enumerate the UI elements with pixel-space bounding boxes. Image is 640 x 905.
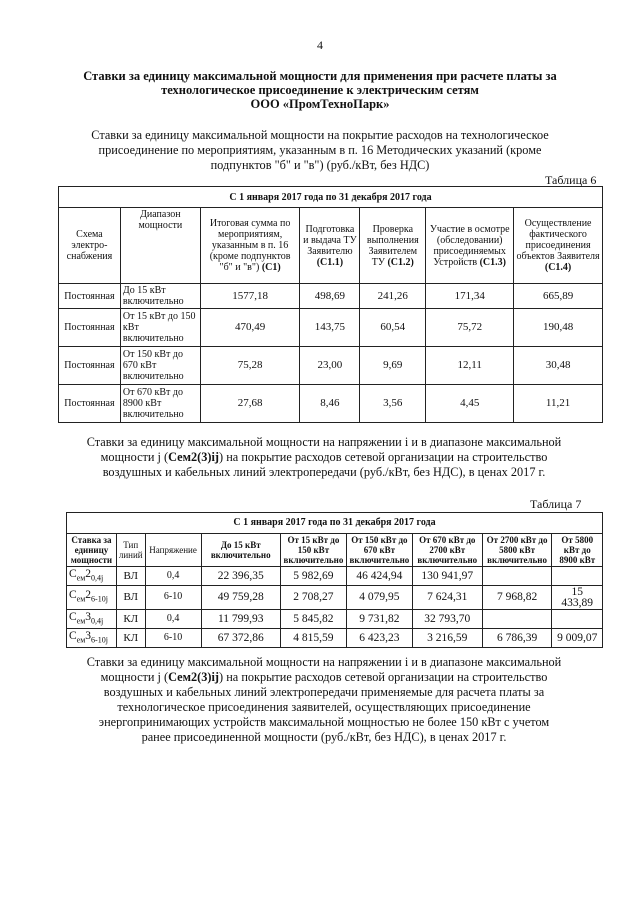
cell-r4: 3 216,59 [412, 629, 482, 648]
cell-r1: 49 759,28 [201, 586, 280, 610]
para3-code: Сем2(3)ij [168, 670, 220, 684]
para3-line-2 [64, 670, 584, 685]
header-voltage: Напряжение [145, 534, 201, 567]
para3-line-3: воздушных и кабельных линий электропередачи применяемые для расчета платы за [103, 685, 545, 699]
cell-r5: 7 968,82 [482, 586, 552, 610]
para2-line-2-pre: мощности j ( [100, 450, 169, 464]
cell-voltage: 0,4 [145, 610, 201, 629]
para1-line-2: присоединение по мероприятиям, указанным в п. 16 Методических указаний (кроме [98, 143, 542, 157]
table-row [59, 347, 603, 385]
heading-line-3: ООО «ПромТехноПарк» [250, 97, 390, 111]
cell-rate [67, 567, 117, 586]
cell-c11: 8,46 [300, 385, 360, 423]
table-row [67, 629, 603, 648]
rate-num: 2 [85, 589, 92, 602]
rate-sub: ем [76, 572, 86, 582]
cell-rate [67, 610, 117, 629]
page-number: 4 [317, 38, 323, 52]
cell-r4: 130 941,97 [412, 567, 482, 586]
cell-r1: 11 799,93 [201, 610, 280, 629]
table-7 [66, 512, 603, 648]
header-r6: От 5800 кВт до 8900 кВт [552, 534, 603, 567]
cell-range: От 15 кВт до 150 кВт включительно [120, 309, 200, 347]
cell-c1: 1577,18 [200, 284, 300, 309]
cell-voltage: 6-10 [145, 629, 201, 648]
rate-idx: 0,4j [91, 615, 104, 625]
rate-idx: 0,4j [91, 572, 104, 582]
table6-header-row [59, 208, 603, 284]
cell-c12: 9,69 [360, 347, 426, 385]
header-c1-code: (С1) [261, 262, 281, 273]
para2-code: Сем2(3)ij [168, 450, 220, 464]
cell-r4: 32 793,70 [412, 610, 482, 629]
cell-c12: 60,54 [360, 309, 426, 347]
header-c1-text: Итоговая сумма по мероприятиям, указанным в п. 16 (кроме подпунктов "б" и "в") [209, 218, 291, 273]
cell-c11: 23,00 [300, 347, 360, 385]
header-r4: От 670 кВт до 2700 кВт включительно [412, 534, 482, 567]
cell-r1: 22 396,35 [201, 567, 280, 586]
header-c13-code: (С1.3) [479, 256, 506, 268]
table7-title: С 1 января 2017 года по 31 декабря 2017 года [67, 513, 603, 534]
para2-line-2-post: ) на покрытие расходов сетевой организации на строительство [219, 450, 548, 464]
rate-main: С [69, 589, 77, 602]
cell-r2: 2 708,27 [280, 586, 346, 610]
document-heading [60, 69, 580, 111]
table7-caption: Таблица 7 [530, 497, 582, 511]
cell-scheme: Постоянная [59, 385, 121, 423]
header-c11-text: Подготовка и выдача ТУ Заявителю [303, 223, 357, 257]
cell-r6 [552, 567, 603, 586]
header-c11 [300, 208, 360, 284]
rate-main: С [69, 629, 77, 642]
rate-num: 2 [85, 567, 92, 580]
para1-line-3: подпунктов "б" и "в") (руб./кВт, без НДС) [210, 158, 430, 172]
cell-c14: 30,48 [514, 347, 603, 385]
header-r1: До 15 кВт включительно [201, 534, 280, 567]
cell-c1: 27,68 [200, 385, 300, 423]
rate-idx: 6-10j [91, 634, 108, 644]
para1-line-1: Ставки за единицу максимальной мощности на покрытие расходов на технологическое [91, 128, 549, 142]
header-c11-code: (С1.1) [316, 256, 344, 268]
cell-range: До 15 кВт включительно [120, 284, 200, 309]
cell-r1: 67 372,86 [201, 629, 280, 648]
table-row [59, 309, 603, 347]
cell-range: От 150 кВт до 670 кВт включительно [120, 347, 200, 385]
cell-c12: 3,56 [360, 385, 426, 423]
header-range: Диапазон мощности [120, 208, 200, 284]
cell-r5: 6 786,39 [482, 629, 552, 648]
table6-title-row [59, 187, 603, 208]
table-6 [58, 186, 603, 423]
cell-scheme: Постоянная [59, 284, 121, 309]
heading-line-1: Ставки за единицу максимальной мощности для применения при расчете платы за [83, 69, 557, 83]
header-c12 [360, 208, 426, 284]
cell-r3: 9 731,82 [346, 610, 412, 629]
cell-rate [67, 629, 117, 648]
cell-r5 [482, 610, 552, 629]
para3-line-5: энергопринимающих устройств максимальной мощностью не более 150 кВт с учетом [98, 715, 550, 729]
table7-header-row [67, 534, 603, 567]
rate-main: С [69, 610, 77, 623]
rate-num: 3 [85, 610, 92, 623]
table7-description [64, 435, 584, 480]
cell-line-type: КЛ [116, 610, 145, 629]
header-c12-code: (С1.2) [387, 256, 414, 268]
cell-voltage: 0,4 [145, 567, 201, 586]
rate-num: 3 [85, 629, 92, 642]
table6-description [70, 128, 570, 173]
cell-r6 [552, 610, 603, 629]
cell-c13: 12,11 [426, 347, 514, 385]
cell-range: От 670 кВт до 8900 кВт включительно [120, 385, 200, 423]
header-scheme: Схема электро- снабжения [59, 208, 121, 284]
cell-c14: 665,89 [514, 284, 603, 309]
cell-scheme: Постоянная [59, 309, 121, 347]
table-row [67, 610, 603, 629]
table8-description [64, 655, 584, 745]
table-row [59, 385, 603, 423]
para3-line-2-post: ) на покрытие расходов сетевой организации на строительство [219, 670, 548, 684]
para3-line-1: Ставки за единицу максимальной мощности на напряжении i и в диапазоне максимальной [86, 655, 562, 669]
header-line-type: Тип линий [116, 534, 145, 567]
header-c1 [200, 208, 300, 284]
rate-sub: ем [76, 615, 86, 625]
rate-sub: ем [76, 594, 86, 604]
cell-line-type: КЛ [116, 629, 145, 648]
table-row [67, 586, 603, 610]
para2-line-3: воздушных и кабельных линий электропередачи (руб./кВт, без НДС), в ценах 2017 г. [102, 465, 546, 479]
cell-r5 [482, 567, 552, 586]
header-c14-text: Осуществление фактического присоединения объектов Заявителя [516, 218, 600, 262]
para3-line-4: технологическое присоединения заявителей, осуществляющих присоединение [117, 700, 531, 714]
rate-sub: ем [76, 634, 86, 644]
para2-line-2 [64, 450, 584, 465]
para3-line-6: ранее присоединенной мощности (руб./кВт, без НДС), в ценах 2017 г. [141, 730, 507, 744]
cell-r6: 9 009,07 [552, 629, 603, 648]
cell-r6: 15 433,89 [552, 586, 603, 610]
table7-title-row [67, 513, 603, 534]
cell-r3: 6 423,23 [346, 629, 412, 648]
cell-scheme: Постоянная [59, 347, 121, 385]
rate-main: С [69, 567, 77, 580]
rate-idx: 6-10j [91, 594, 108, 604]
table-row [67, 567, 603, 586]
header-c13 [426, 208, 514, 284]
cell-c11: 143,75 [300, 309, 360, 347]
cell-r4: 7 624,31 [412, 586, 482, 610]
header-c14 [514, 208, 603, 284]
cell-c14: 11,21 [514, 385, 603, 423]
header-c13-text: Участие в осмотре (обследовании) присоединяемых Устройств [429, 223, 510, 268]
cell-c1: 75,28 [200, 347, 300, 385]
cell-r2: 4 815,59 [280, 629, 346, 648]
cell-c12: 241,26 [360, 284, 426, 309]
cell-c13: 171,34 [426, 284, 514, 309]
header-c14-code: (С1.4) [544, 262, 572, 273]
cell-c11: 498,69 [300, 284, 360, 309]
cell-rate [67, 586, 117, 610]
cell-line-type: ВЛ [116, 586, 145, 610]
cell-r2: 5 845,82 [280, 610, 346, 629]
para2-line-1: Ставки за единицу максимальной мощности на напряжении i и в диапазоне максимальной [86, 435, 562, 449]
header-r3: От 150 кВт до 670 кВт включительно [346, 534, 412, 567]
cell-c1: 470,49 [200, 309, 300, 347]
cell-c13: 75,72 [426, 309, 514, 347]
cell-c14: 190,48 [514, 309, 603, 347]
heading-line-2: технологическое присоединение к электрическим сетям [161, 83, 479, 97]
cell-r3: 4 079,95 [346, 586, 412, 610]
cell-line-type: ВЛ [116, 567, 145, 586]
cell-voltage: 6-10 [145, 586, 201, 610]
cell-r2: 5 982,69 [280, 567, 346, 586]
cell-r3: 46 424,94 [346, 567, 412, 586]
table-row [59, 284, 603, 309]
para3-line-2-pre: мощности j ( [100, 670, 169, 684]
header-c12-text: Проверка выполнения Заявителем ТУ [366, 223, 419, 268]
cell-c13: 4,45 [426, 385, 514, 423]
table6-caption: Таблица 6 [545, 173, 597, 187]
header-rate: Ставка за единицу мощности [67, 534, 117, 567]
header-r2: От 15 кВт до 150 кВт включительно [280, 534, 346, 567]
header-r5: От 2700 кВт до 5800 кВт включительно [482, 534, 552, 567]
table6-title: С 1 января 2017 года по 31 декабря 2017 года [59, 187, 603, 208]
